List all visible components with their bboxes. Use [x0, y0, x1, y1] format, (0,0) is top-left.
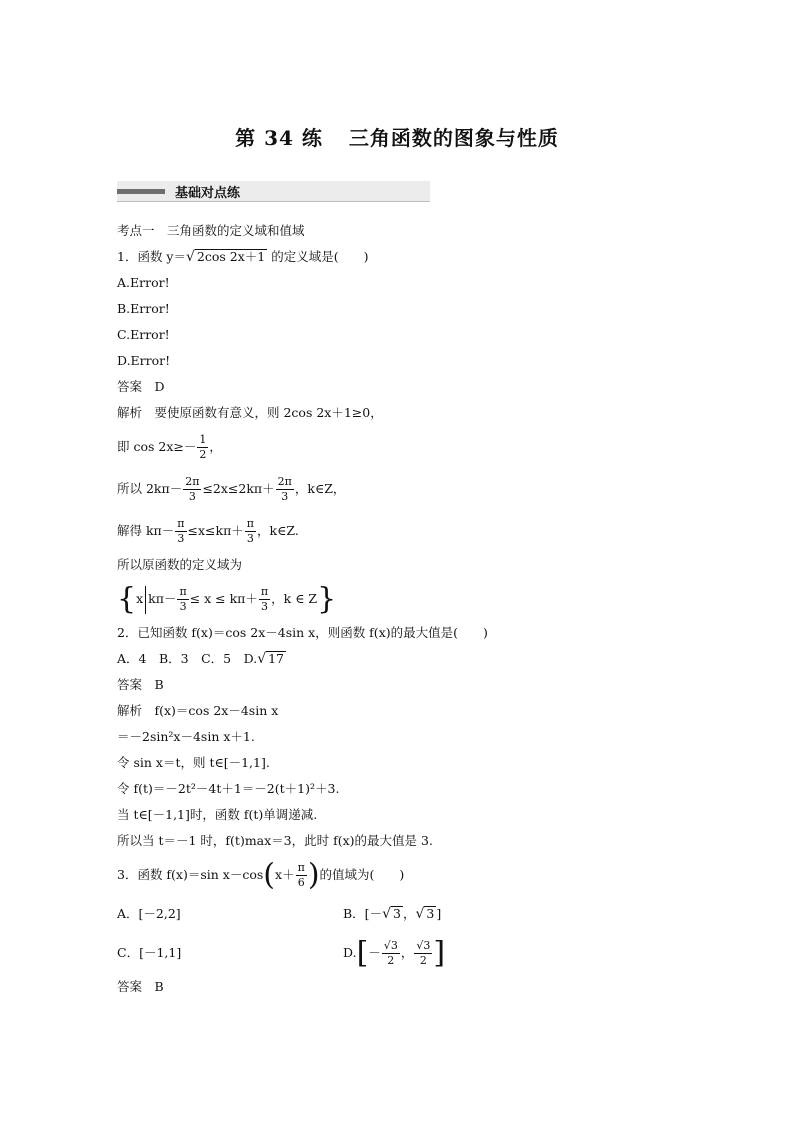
- fraction: $\frac{2\pi}{3}$: [277, 475, 292, 503]
- fraction: $\frac{\pi}{6}$: [297, 861, 305, 889]
- q3-options-row1: [117, 896, 717, 932]
- fraction: $\frac{√3}{2}$: [383, 939, 398, 967]
- q3-option-b: B．[－√ 3 ，√ 3 ]: [343, 906, 442, 922]
- fraction: $\frac{\pi}{3}$: [260, 585, 269, 613]
- section-banner: [117, 181, 430, 202]
- q2-answer: 答案 B: [117, 677, 164, 692]
- q2-stem: 2．已知函数 f(x)＝cos 2x－4sin x，则函数 f(x)的最大值是( ): [117, 625, 488, 640]
- fraction: $\frac{\pi}{3}$: [246, 517, 255, 545]
- q1-analysis-line4: 解得 kπ－ $\frac{\pi}{3}$ ≤x≤kπ＋ $\frac{\pi}{3}$ ，k∈Z.: [117, 517, 299, 545]
- q3-option-d: D.[－ $\frac{√3}{2}$ ， $\frac{√3}{2}$ ]: [343, 935, 446, 971]
- q1-option-d: D.Error!: [117, 353, 171, 368]
- fraction: $\frac{\pi}{3}$: [179, 585, 187, 613]
- sqrt-symbol: √: [186, 249, 195, 265]
- q1-answer: 答案 D: [117, 379, 165, 394]
- q1-analysis-line1: 解析 要使原函数有意义，则 2cos 2x＋1≥0，: [117, 405, 383, 420]
- q1-option-a: A.Error!: [117, 275, 170, 290]
- q1-option-c: C.Error!: [117, 327, 170, 342]
- q2-analysis-line3: 令 sin x＝t，则 t∈[－1,1].: [117, 755, 270, 770]
- q1-analysis-line2: 即 cos 2x≥－ $\frac{1}{2}$ ，: [117, 433, 222, 461]
- q1-analysis-line5: 所以原函数的定义域为: [117, 557, 243, 572]
- fraction: $\frac{2\pi}{3}$: [185, 475, 200, 503]
- q2-analysis-line1: 解析 f(x)＝cos 2x－4sin x: [117, 703, 279, 718]
- q2-analysis-line4: 令 f(t)＝－2t²－4t＋1＝－2(t＋1)²＋3.: [117, 781, 340, 796]
- q2-analysis-line6: 所以当 t＝－1 时，f(t)max＝3，此时 f(x)的最大值是 3.: [117, 833, 433, 848]
- q1-radicand: 2cos 2x＋1: [196, 249, 266, 264]
- q1-option-b: B.Error!: [117, 301, 170, 316]
- content-body: [117, 218, 717, 1000]
- fraction: $\frac{1}{2}$: [199, 433, 207, 461]
- q1-domain-set: {x kπ－ $\frac{\pi}{3}$ ≤ x ≤ kπ＋ $\frac{\pi}{3}$ ，k ∈ Z}: [117, 581, 337, 617]
- section-heading: 考点一 三角函数的定义域和值域: [117, 223, 305, 238]
- q3-options-row2: [117, 932, 717, 974]
- q3-stem: 3．函数 f(x)＝sin x－cos(x＋ $\frac{\pi}{6}$ )的值域为( ): [117, 857, 405, 893]
- q3-option-c: C．[－1,1]: [117, 945, 182, 960]
- q2-options: A．4 B．3 C．5 D.√ 17: [117, 651, 285, 667]
- q1-stem: 1．函数 y＝√ 2cos 2x＋1 的定义域是( ): [117, 249, 369, 265]
- page-title: [0, 122, 794, 151]
- banner-bar: [117, 189, 165, 194]
- q2-analysis-line2: ＝－2sin²x－4sin x＋1.: [117, 729, 255, 744]
- title-topic: 三角函数的图象与性质: [348, 126, 559, 150]
- q2-analysis-line5: 当 t∈[－1,1]时，函数 f(t)单调递减.: [117, 807, 318, 822]
- fraction: $\frac{\pi}{3}$: [177, 517, 185, 545]
- title-lesson-number: 第 34 练: [235, 126, 323, 150]
- fraction: $\frac{√3}{2}$: [416, 939, 431, 967]
- q1-analysis-line3: 所以 2kπ－ $\frac{2\pi}{3}$ ≤2x≤2kπ＋ $\frac{2\pi}{3}$ ，k∈Z，: [117, 475, 346, 503]
- q3-option-a: A．[－2,2]: [117, 906, 181, 921]
- sqrt-symbol: √: [257, 651, 267, 667]
- q3-answer: 答案 B: [117, 979, 164, 994]
- banner-label: 基础对点练: [175, 186, 241, 201]
